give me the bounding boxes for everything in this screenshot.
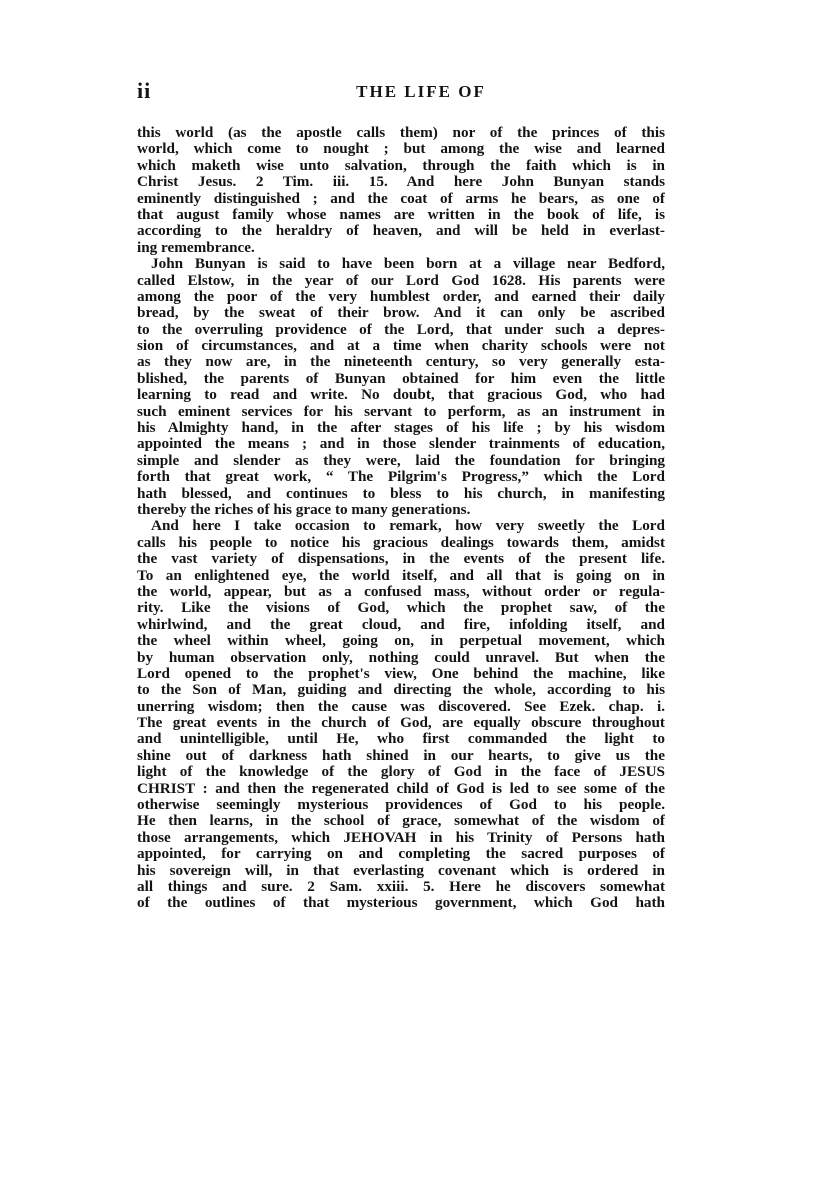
text-line: learning to read and write. No doubt, that gracious God, who had xyxy=(137,387,665,404)
text-line: the vast variety of dispensations, in the events of the present life. xyxy=(137,551,665,568)
text-line: world, which come to nought ; but among the wise and learned xyxy=(137,141,665,158)
text-line: called Elstow, in the year of our Lord God 1628. His parents were xyxy=(137,272,665,289)
text-line: according to the heraldry of heaven, and will be held in everlast- xyxy=(137,223,665,240)
text-line: bread, by the sweat of their brow. And it can only be ascribed xyxy=(137,305,665,322)
text-line: to the Son of Man, guiding and directing the whole, according to his xyxy=(137,682,665,699)
text-line: shine out of darkness hath shined in our hearts, to give us the xyxy=(137,747,665,764)
text-line: that august family whose names are written in the book of life, is xyxy=(137,206,665,223)
text-line: this world (as the apostle calls them) nor of the princes of this xyxy=(137,125,665,141)
text-line: blished, the parents of Bunyan obtained for him even the little xyxy=(137,370,665,387)
text-line: the wheel within wheel, going on, in perpetual movement, which xyxy=(137,633,665,650)
text-line: And here I take occasion to remark, how very sweetly the Lord xyxy=(151,518,665,535)
text-line: hath blessed, and continues to bless to his church, in manifesting xyxy=(137,485,665,502)
page-header xyxy=(137,78,665,108)
text-line: light of the knowledge of the glory of God in the face of JESUS xyxy=(137,764,665,781)
text-line: those arrangements, which JEHOVAH in his Trinity of Persons hath xyxy=(137,829,665,846)
text-line: his Almighty hand, in the after stages of his life ; by his wisdom xyxy=(137,420,665,437)
running-head: THE LIFE OF xyxy=(356,82,486,101)
text-line: whirlwind, and the great cloud, and fire, infolding itself, and xyxy=(137,616,665,633)
body-text xyxy=(137,125,665,912)
text-line: such eminent services for his servant to perform, as an instrument in xyxy=(137,403,665,420)
text-line: the world, appear, but as a confused mass, without order or regula- xyxy=(137,583,665,600)
text-line: simple and slender as they were, laid the foundation for bringing xyxy=(137,452,665,469)
text-line: thereby the riches of his grace to many generations. xyxy=(137,501,471,518)
page-number: ii xyxy=(137,78,152,103)
text-line: The great events in the church of God, are equally obscure throughout xyxy=(137,715,665,732)
text-line: to the overruling providence of the Lord, that under such a depres- xyxy=(137,321,665,338)
text-line: as they now are, in the nineteenth century, so very generally esta- xyxy=(137,354,665,371)
text-line: which maketh wise unto salvation, through the faith which is in xyxy=(137,157,665,174)
text-line: calls his people to notice his gracious dealings towards them, amidst xyxy=(137,534,665,551)
text-line: his sovereign will, in that everlasting covenant which is ordered in xyxy=(137,862,665,879)
text-line: appointed the means ; and in those slender trainments of education, xyxy=(137,436,665,453)
text-line: rity. Like the visions of God, which the prophet saw, of the xyxy=(137,600,665,617)
text-line: otherwise seemingly mysterious providences of God to his people. xyxy=(137,797,665,814)
text-line: all things and sure. 2 Sam. xxiii. 5. Here he discovers somewhat xyxy=(137,878,665,895)
text-line: To an enlightened eye, the world itself, and all that is going on in xyxy=(137,567,665,584)
text-line: John Bunyan is said to have been born at a village near Bedford, xyxy=(151,256,665,273)
text-line: and unintelligible, until He, who first commanded the light to xyxy=(137,731,665,748)
text-line: CHRIST : and then the regenerated child of God is led to see some of the xyxy=(137,780,665,797)
text-line: ing remembrance. xyxy=(137,239,255,256)
text-line: among the poor of the very humblest order, and earned their daily xyxy=(137,288,665,305)
text-line: appointed, for carrying on and completing the sacred purposes of xyxy=(137,846,665,863)
text-line: Christ Jesus. 2 Tim. iii. 15. And here John Bunyan stands xyxy=(137,174,665,191)
text-line: sion of circumstances, and at a time when charity schools were not xyxy=(137,338,665,355)
text-line: He then learns, in the school of grace, somewhat of the wisdom of xyxy=(137,813,665,830)
text-line: Lord opened to the prophet's view, One behind the machine, like xyxy=(137,665,665,682)
text-line: eminently distinguished ; and the coat of arms he bears, as one of xyxy=(137,190,665,207)
text-line: unerring wisdom; then the cause was discovered. See Ezek. chap. i. xyxy=(137,698,665,715)
text-line: forth that great work, “ The Pilgrim's Progress,” which the Lord xyxy=(137,469,665,486)
text-line: by human observation only, nothing could unravel. But when the xyxy=(137,649,665,666)
text-line: of the outlines of that mysterious government, which God hath xyxy=(137,895,665,912)
